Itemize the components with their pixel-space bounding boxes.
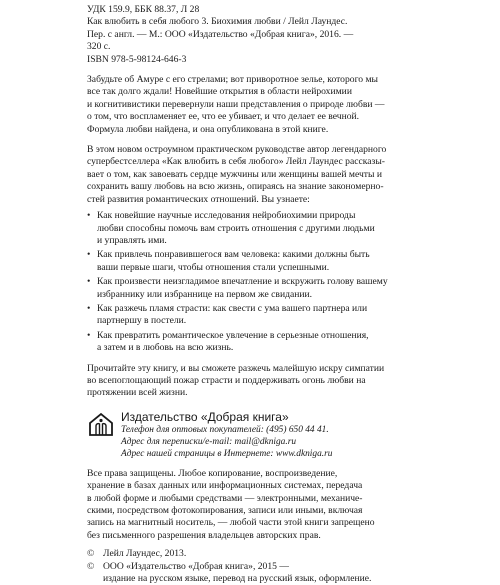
text-line: Все права защищены. Любое копирование, воспроизведение, bbox=[87, 467, 338, 479]
text-line: Формула любви найдена, и она опубликована в этой книге. bbox=[87, 123, 329, 135]
biblio-line: Как влюбить в себя любого 3. Биохимия любви / Лейл Лаундес. bbox=[87, 16, 348, 28]
copyright-icon: © bbox=[87, 560, 95, 572]
text-line: сохранить вашу любовь на всю жизнь, опираясь на знание закономерно- bbox=[87, 181, 384, 193]
text-line: запись на магнитный носитель, — любой части этой книги запрещено bbox=[87, 517, 375, 529]
text-line: хранение в базах данных или информационных системах, передача bbox=[87, 480, 363, 492]
text-line: любви способны помочь вам строить отношения с другими людьми bbox=[97, 222, 375, 234]
text-line: и когнитивистики перевернули наши представления о природе любви — bbox=[87, 98, 385, 110]
text-line: ваши первые шаги, чтобы отношения стали успешными. bbox=[97, 261, 330, 273]
list-item bbox=[87, 249, 395, 274]
text-line: Лейл Лаундес, 2013. bbox=[103, 548, 187, 560]
text-line: о том, что воспламеняет ее, что ее убивает, и что делает ее вечной. bbox=[87, 111, 360, 123]
list-item bbox=[87, 276, 395, 301]
intro-paragraph bbox=[87, 74, 395, 136]
text-line: скими, посредством фотокопирования, записи или иными, включая bbox=[87, 505, 363, 516]
copyright-author bbox=[87, 548, 395, 560]
bullet-icon: • bbox=[87, 302, 91, 314]
list-item bbox=[87, 210, 395, 247]
text-line: и управлять ими. bbox=[97, 234, 167, 246]
text-line: В этом новом остроумном практическом руководстве автор легендарного bbox=[87, 144, 387, 156]
text-line: супербестселлера «Как влюбить в себя любого» Лейл Лаундес рассказы- bbox=[87, 156, 385, 168]
text-line: Прочитайте эту книгу, и вы сможете разжечь малейшую искру симпатии bbox=[87, 362, 385, 374]
publisher-block bbox=[87, 410, 395, 460]
bullet-icon: • bbox=[87, 276, 91, 288]
publisher-website: Адрес нашей страницы в Интернете: www.dkniga.ru bbox=[121, 448, 333, 459]
biblio-line: Пер. с англ. — М.: ООО «Издательство «Добрая книга», 2016. — bbox=[87, 28, 354, 40]
text-line: Забудьте об Амуре с его стрелами; вот приворотное зелье, которого мы bbox=[87, 74, 378, 86]
text-line: Как привлечь понравившегося вам человека: какими должны быть bbox=[97, 249, 370, 261]
text-line: издание на русском языке, перевод на русский язык, оформление. bbox=[103, 573, 372, 585]
text-line: во всепоглощающий пожар страсти и поддерживать огонь любви на bbox=[87, 374, 366, 386]
text-line: избраннику или избраннице на первом же свидании. bbox=[97, 288, 313, 300]
text-line: ООО «Издательство «Добрая книга», 2015 — bbox=[103, 560, 289, 572]
text-line: партнершу в постели. bbox=[97, 315, 187, 327]
isbn-line: ISBN 978-5-98124-646-3 bbox=[87, 53, 187, 65]
text-line: а затем и в любовь на всю жизнь. bbox=[97, 342, 234, 354]
text-line: Как произвести неизгладимое впечатление и вскружить голову вашему bbox=[97, 276, 388, 288]
imprint-page bbox=[87, 4, 395, 585]
text-line: в любой форме и любыми средствами — электронными, механиче- bbox=[87, 492, 363, 504]
bullet-icon: • bbox=[87, 210, 91, 222]
text-line: Как новейшие научные исследования нейробиохимии природы bbox=[97, 210, 356, 222]
description-paragraph bbox=[87, 144, 395, 206]
publisher-email: Адрес для переписки/e-mail: mail@dkniga.ru bbox=[121, 436, 297, 447]
rights-paragraph bbox=[87, 468, 395, 542]
bullet-icon: • bbox=[87, 329, 91, 341]
bullet-icon: • bbox=[87, 249, 91, 261]
benefits-list bbox=[87, 210, 395, 354]
text-line: стей развития романтических отношений. Вы узнаете: bbox=[87, 193, 310, 205]
text-line: вает о том, как завоевать сердце мужчины или женщины вашей мечты и bbox=[87, 168, 382, 180]
udk-line: УДК 159.9, ББК 88.37, Л 28 bbox=[87, 4, 200, 15]
publisher-logo-icon bbox=[87, 411, 115, 437]
biblio-line: 320 с. bbox=[87, 41, 111, 53]
publisher-name: Издательство «Добрая книга» bbox=[121, 409, 289, 424]
publisher-phone: Телефон для оптовых покупателей: (495) 650 44 41. bbox=[121, 424, 329, 435]
closing-paragraph bbox=[87, 363, 395, 400]
text-line: все так долго ждали! Новейшие открытия в области нейрохимии bbox=[87, 86, 352, 98]
catalog-header bbox=[87, 4, 395, 66]
text-line: Как превратить романтическое увлечение в серьезные отношения, bbox=[97, 329, 369, 341]
copyright-block bbox=[87, 548, 395, 585]
text-line: протяжении всей жизни. bbox=[87, 387, 188, 399]
list-item bbox=[87, 303, 395, 328]
text-line: без письменного разрешения владельцев авторских прав. bbox=[87, 529, 321, 541]
list-item bbox=[87, 330, 395, 355]
copyright-icon: © bbox=[87, 548, 95, 560]
text-line: Как разжечь пламя страсти: как свести с ума вашего партнера или bbox=[97, 302, 368, 314]
copyright-publisher bbox=[87, 561, 395, 585]
